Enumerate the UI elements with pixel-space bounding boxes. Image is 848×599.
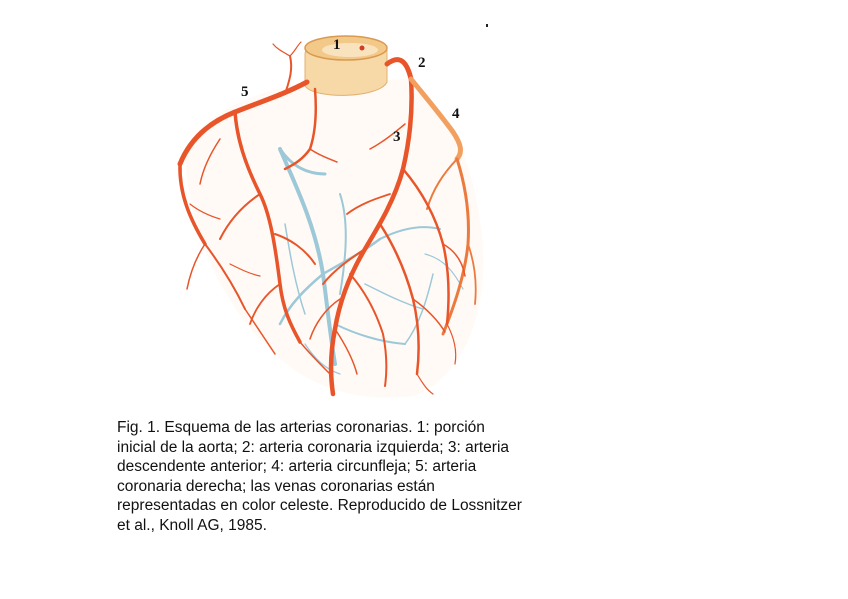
label-2: 2 — [418, 55, 426, 71]
caption-line: et al., Knoll AG, 1985. — [117, 516, 267, 534]
label-1: 1 — [333, 37, 341, 53]
caption-line: descendente anterior; 4: arteria circunfleja; 5: arteria — [117, 458, 477, 475]
caption-line: inicial de la aorta; 2: arteria coronaria izquierda; 3: arteria — [117, 438, 510, 456]
label-4: 4 — [452, 106, 460, 122]
aorta — [305, 36, 387, 95]
coronary-arteries-illustration — [165, 24, 495, 404]
figure-caption — [117, 418, 612, 535]
caption-line: Fig. 1. Esquema de las arterias coronarias. 1: porción — [117, 419, 485, 436]
label-5: 5 — [241, 84, 249, 100]
caption-line: coronaria derecha; las venas coronarias están — [117, 477, 435, 495]
label-3: 3 — [393, 129, 401, 145]
caption-line: representadas en color celeste. Reproducido de Lossnitzer — [117, 497, 522, 514]
